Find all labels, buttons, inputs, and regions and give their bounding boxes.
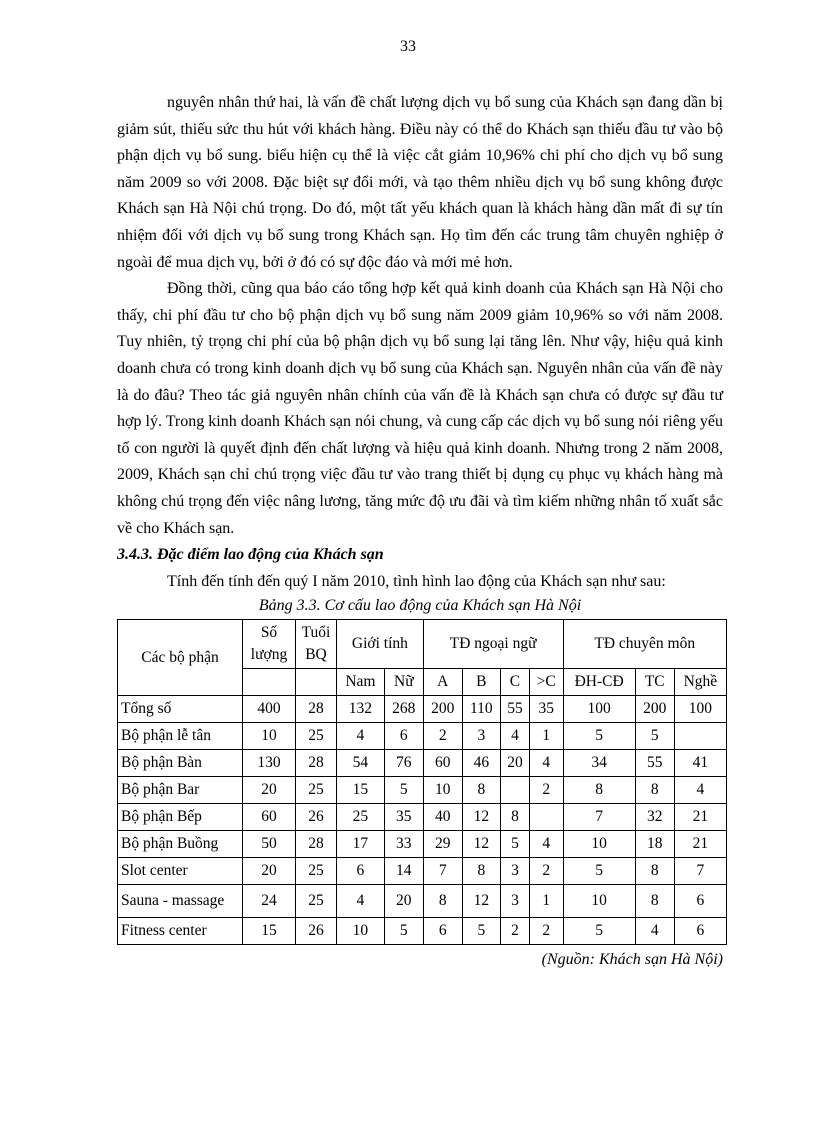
- table-cell: 29: [423, 831, 462, 858]
- table-cell: 28: [296, 750, 337, 777]
- table-cell: 20: [384, 885, 423, 918]
- table-cell: 60: [423, 750, 462, 777]
- table-row: [118, 804, 727, 831]
- table-cell: 7: [563, 804, 635, 831]
- table-cell: 2: [500, 918, 529, 945]
- subheader-cell: TC: [635, 669, 674, 696]
- table-cell: 10: [563, 885, 635, 918]
- table-cell: 132: [337, 696, 385, 723]
- table-cell: 15: [243, 918, 296, 945]
- subheader-cell: >C: [529, 669, 563, 696]
- table-cell: 26: [296, 918, 337, 945]
- table-cell: 3: [462, 723, 500, 750]
- table-cell: 10: [423, 777, 462, 804]
- table-cell: 8: [563, 777, 635, 804]
- table-cell: 25: [296, 777, 337, 804]
- table-cell: 10: [563, 831, 635, 858]
- page-content: [117, 90, 723, 971]
- dept-name-cell: Bộ phận Bar: [118, 777, 243, 804]
- table-cell: 76: [384, 750, 423, 777]
- table-row: [118, 885, 727, 918]
- subheader-cell: ĐH-CĐ: [563, 669, 635, 696]
- table-cell: 8: [500, 804, 529, 831]
- table-cell: 25: [337, 804, 385, 831]
- header-gender: Giới tính: [337, 620, 424, 669]
- table-cell: 2: [529, 858, 563, 885]
- table-cell: 3: [500, 858, 529, 885]
- table-cell: 8: [635, 777, 674, 804]
- subheader-cell: [243, 669, 296, 696]
- table-cell: 6: [674, 885, 726, 918]
- paragraph: Đồng thời, cũng qua báo cáo tổng hợp kết quả kinh doanh của Khách sạn Hà Nội cho thấy, chi phí đầu tư cho bộ phận dịch vụ bổ sung năm 2009 giảm 10,96% so với năm 2008. Tuy nhiên, tỷ trọng chi phí của bộ phận dịch vụ bổ sung lại tăng lên. Như vậy, hiệu quả kinh doanh chưa có trong kinh doanh dịch vụ bổ sung của Khách sạn. Nguyên nhân của vấn đề này là do đâu? Theo tác giả nguyên nhân chính của vấn đề là Khách sạn chưa có được sự đầu tư hợp lý. Trong kinh doanh Khách sạn nói chung, và cung cấp các dịch vụ bổ sung nói riêng yếu tố con người là quyết định đến chất lượng và hiệu quả kinh doanh. Nhưng trong 2 năm 2008, 2009, Khách sạn chỉ chú trọng việc đầu tư vào trang thiết bị dụng cụ phục vụ khách hàng mà không chú trọng đến việc nâng lương, tăng mức độ ưu đãi và tìm kiếm những nhân tố xuất sắc về cho Khách sạn.: [117, 280, 723, 537]
- table-cell: 20: [243, 777, 296, 804]
- table-cell: 7: [674, 858, 726, 885]
- table-cell: 8: [635, 858, 674, 885]
- subheader-cell: B: [462, 669, 500, 696]
- table-cell: 7: [423, 858, 462, 885]
- subheader-cell: Nữ: [384, 669, 423, 696]
- table-cell: 4: [500, 723, 529, 750]
- table-cell: 15: [337, 777, 385, 804]
- subheader-cell: [296, 669, 337, 696]
- dept-name-cell: Bộ phận Bếp: [118, 804, 243, 831]
- dept-name-cell: Bộ phận lễ tân: [118, 723, 243, 750]
- table-cell: 5: [462, 918, 500, 945]
- table-cell: 200: [635, 696, 674, 723]
- header-profession: TĐ chuyên môn: [563, 620, 726, 669]
- header-count: Số lượng: [243, 620, 296, 669]
- table-cell: 55: [635, 750, 674, 777]
- table-cell: 46: [462, 750, 500, 777]
- table-cell: 8: [462, 777, 500, 804]
- table-cell: 4: [337, 723, 385, 750]
- table-intro: Tính đến tính đến quý I năm 2010, tình hình lao động của Khách sạn như sau:: [167, 572, 666, 590]
- table-cell: 35: [529, 696, 563, 723]
- table-caption: Bảng 3.3. Cơ cấu lao động của Khách sạn Hà Nội: [258, 597, 582, 615]
- table-cell: 17: [337, 831, 385, 858]
- page-number: 33: [400, 38, 416, 55]
- subheader-cell: A: [423, 669, 462, 696]
- dept-name-cell: Bộ phận Buồng: [118, 831, 243, 858]
- table-cell: 35: [384, 804, 423, 831]
- table-cell: 100: [674, 696, 726, 723]
- table-cell: 32: [635, 804, 674, 831]
- table-cell: [529, 804, 563, 831]
- subheader-cell: Nghề: [674, 669, 726, 696]
- table-cell: 25: [296, 885, 337, 918]
- table-cell: 4: [529, 831, 563, 858]
- table-row: [118, 918, 727, 945]
- table-cell: 50: [243, 831, 296, 858]
- table-cell: 12: [462, 804, 500, 831]
- table-cell: 25: [296, 858, 337, 885]
- table-cell: 2: [529, 918, 563, 945]
- table-cell: 5: [384, 777, 423, 804]
- table-row: [118, 831, 727, 858]
- table-cell: 1: [529, 723, 563, 750]
- table-cell: 5: [563, 918, 635, 945]
- table-cell: 26: [296, 804, 337, 831]
- table-cell: 5: [635, 723, 674, 750]
- dept-name-cell: Slot center: [118, 858, 243, 885]
- table-cell: 60: [243, 804, 296, 831]
- dept-name-cell: Sauna - massage: [118, 885, 243, 918]
- table-cell: 28: [296, 831, 337, 858]
- table-cell: 5: [500, 831, 529, 858]
- table-cell: 34: [563, 750, 635, 777]
- table-cell: 6: [384, 723, 423, 750]
- table-row: [118, 858, 727, 885]
- table-cell: 2: [423, 723, 462, 750]
- table-cell: [500, 777, 529, 804]
- dept-name-cell: Tổng số: [118, 696, 243, 723]
- table-cell: 20: [500, 750, 529, 777]
- table-cell: 18: [635, 831, 674, 858]
- table-cell: 21: [674, 804, 726, 831]
- header-language: TĐ ngoại ngữ: [423, 620, 563, 669]
- table-cell: 100: [563, 696, 635, 723]
- section-heading: 3.4.3. Đặc điểm lao động của Khách sạn: [117, 546, 384, 564]
- table-cell: 10: [243, 723, 296, 750]
- labor-structure-table: [117, 619, 727, 945]
- table-cell: 130: [243, 750, 296, 777]
- table-source: (Nguồn: Khách sạn Hà Nội): [541, 951, 723, 969]
- subheader-cell: Nam: [337, 669, 385, 696]
- table-cell: 4: [674, 777, 726, 804]
- table-cell: 4: [337, 885, 385, 918]
- table-cell: 14: [384, 858, 423, 885]
- table-row: [118, 777, 727, 804]
- table-cell: 20: [243, 858, 296, 885]
- table-cell: 400: [243, 696, 296, 723]
- table-cell: 8: [423, 885, 462, 918]
- table-row: [118, 750, 727, 777]
- dept-name-cell: Fitness center: [118, 918, 243, 945]
- table-cell: 2: [529, 777, 563, 804]
- table-cell: 200: [423, 696, 462, 723]
- table-header-row: [118, 620, 727, 669]
- table-cell: 28: [296, 696, 337, 723]
- table-cell: 5: [563, 858, 635, 885]
- table-cell: 8: [462, 858, 500, 885]
- paragraph: nguyên nhân thứ hai, là vấn đề chất lượng dịch vụ bổ sung của Khách sạn đang dần bị giảm sút, thiếu sức thu hút với khách hàng. Điều này có thể do Khách sạn thiếu đầu tư vào bộ phận dịch vụ bổ sung. biểu hiện cụ thể là việc cắt giảm 10,96% chi phí cho dịch vụ bổ sung năm 2009 so với 2008. Đặc biệt sự đổi mới, và tạo thêm nhiều dịch vụ bổ sung không được Khách sạn Hà Nội chú trọng. Do đó, một tất yếu khách quan là khách hàng dần mất đi sự tín nhiệm đối với dịch vụ bổ sung trong Khách sạn. Họ tìm đến các trung tâm chuyên nghiệp ở ngoài để mua dịch vụ, bởi ở đó có sự độc đáo và mới mẻ hơn.: [117, 94, 723, 271]
- table-cell: 40: [423, 804, 462, 831]
- subheader-cell: C: [500, 669, 529, 696]
- header-age: Tuổi BQ: [296, 620, 337, 669]
- header-dept: Các bộ phận: [118, 620, 243, 696]
- table-cell: 21: [674, 831, 726, 858]
- table-cell: 6: [674, 918, 726, 945]
- table-cell: 54: [337, 750, 385, 777]
- table-cell: 5: [384, 918, 423, 945]
- table-row: [118, 723, 727, 750]
- table-cell: 8: [635, 885, 674, 918]
- table-cell: 5: [563, 723, 635, 750]
- table-cell: 3: [500, 885, 529, 918]
- table-cell: 6: [337, 858, 385, 885]
- table-cell: 4: [635, 918, 674, 945]
- table-cell: 33: [384, 831, 423, 858]
- table-cell: 1: [529, 885, 563, 918]
- table-cell: 4: [529, 750, 563, 777]
- table-cell: 110: [462, 696, 500, 723]
- table-cell: 24: [243, 885, 296, 918]
- table-cell: 6: [423, 918, 462, 945]
- table-cell: 41: [674, 750, 726, 777]
- table-cell: 10: [337, 918, 385, 945]
- table-cell: 268: [384, 696, 423, 723]
- table-cell: 55: [500, 696, 529, 723]
- table-cell: [674, 723, 726, 750]
- table-cell: 12: [462, 831, 500, 858]
- table-cell: 25: [296, 723, 337, 750]
- table-cell: 12: [462, 885, 500, 918]
- dept-name-cell: Bộ phận Bàn: [118, 750, 243, 777]
- table-row: [118, 696, 727, 723]
